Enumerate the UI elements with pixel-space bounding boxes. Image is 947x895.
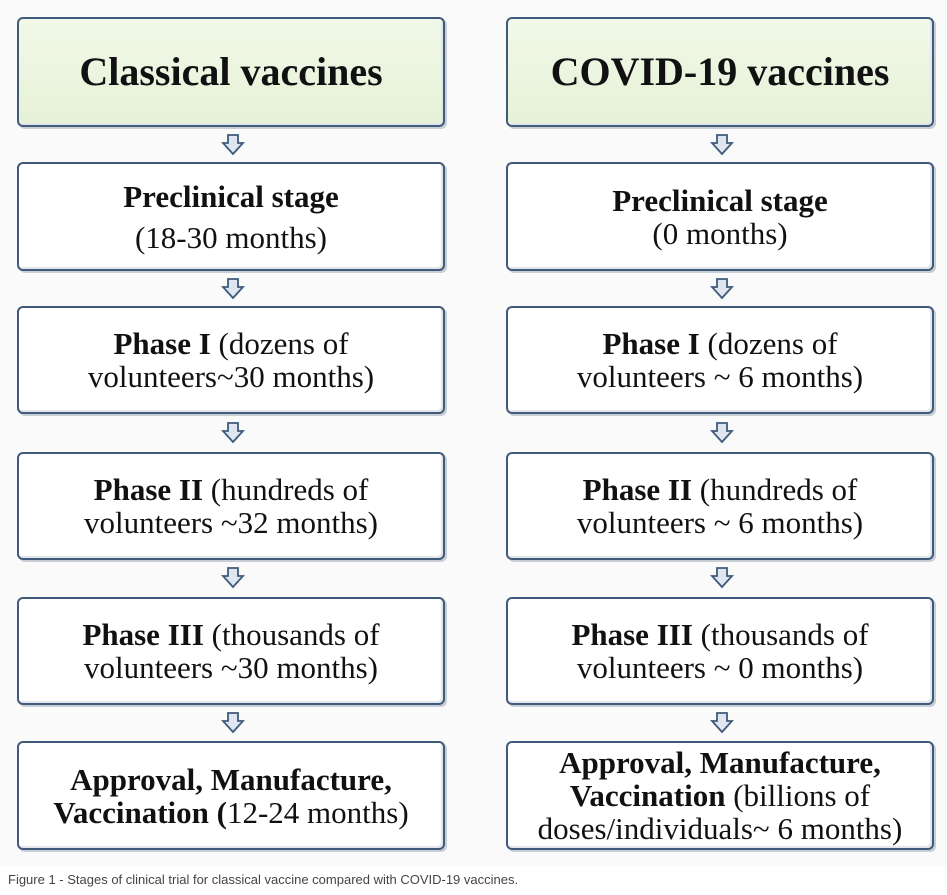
down-arrow-icon [221, 712, 245, 734]
down-arrow-icon [221, 567, 245, 589]
covid-phase-3: Phase III (thousands of volunteers ~ 0 months) [506, 597, 934, 705]
classical-vaccines-header: Classical vaccines [17, 17, 445, 127]
classical-preclinical-stage: Preclinical stage (18-30 months) [17, 162, 445, 271]
covid-approval-stage: Approval, Manufacture, Vaccination (billions of doses/individuals~ 6 months) [506, 741, 934, 850]
down-arrow-icon [710, 422, 734, 444]
down-arrow-icon [221, 422, 245, 444]
covid-preclinical-stage: Preclinical stage (0 months) [506, 162, 934, 271]
down-arrow-icon [710, 134, 734, 156]
covid-phase-2: Phase II (hundreds of volunteers ~ 6 months) [506, 452, 934, 560]
classical-phase-2: Phase II (hundreds of volunteers ~32 months) [17, 452, 445, 560]
down-arrow-icon [710, 567, 734, 589]
down-arrow-icon [710, 712, 734, 734]
classical-phase-3: Phase III (thousands of volunteers ~30 months) [17, 597, 445, 705]
down-arrow-icon [710, 278, 734, 300]
covid-phase-1: Phase I (dozens of volunteers ~ 6 months) [506, 306, 934, 414]
classical-phase-1: Phase I (dozens of volunteers~30 months) [17, 306, 445, 414]
down-arrow-icon [221, 278, 245, 300]
figure-caption: Figure 1 - Stages of clinical trial for classical vaccine compared with COVID-19 vaccines. [8, 872, 519, 887]
classical-approval-stage: Approval, Manufacture, Vaccination (12-24 months) [17, 741, 445, 850]
down-arrow-icon [221, 134, 245, 156]
covid-vaccines-header: COVID-19 vaccines [506, 17, 934, 127]
